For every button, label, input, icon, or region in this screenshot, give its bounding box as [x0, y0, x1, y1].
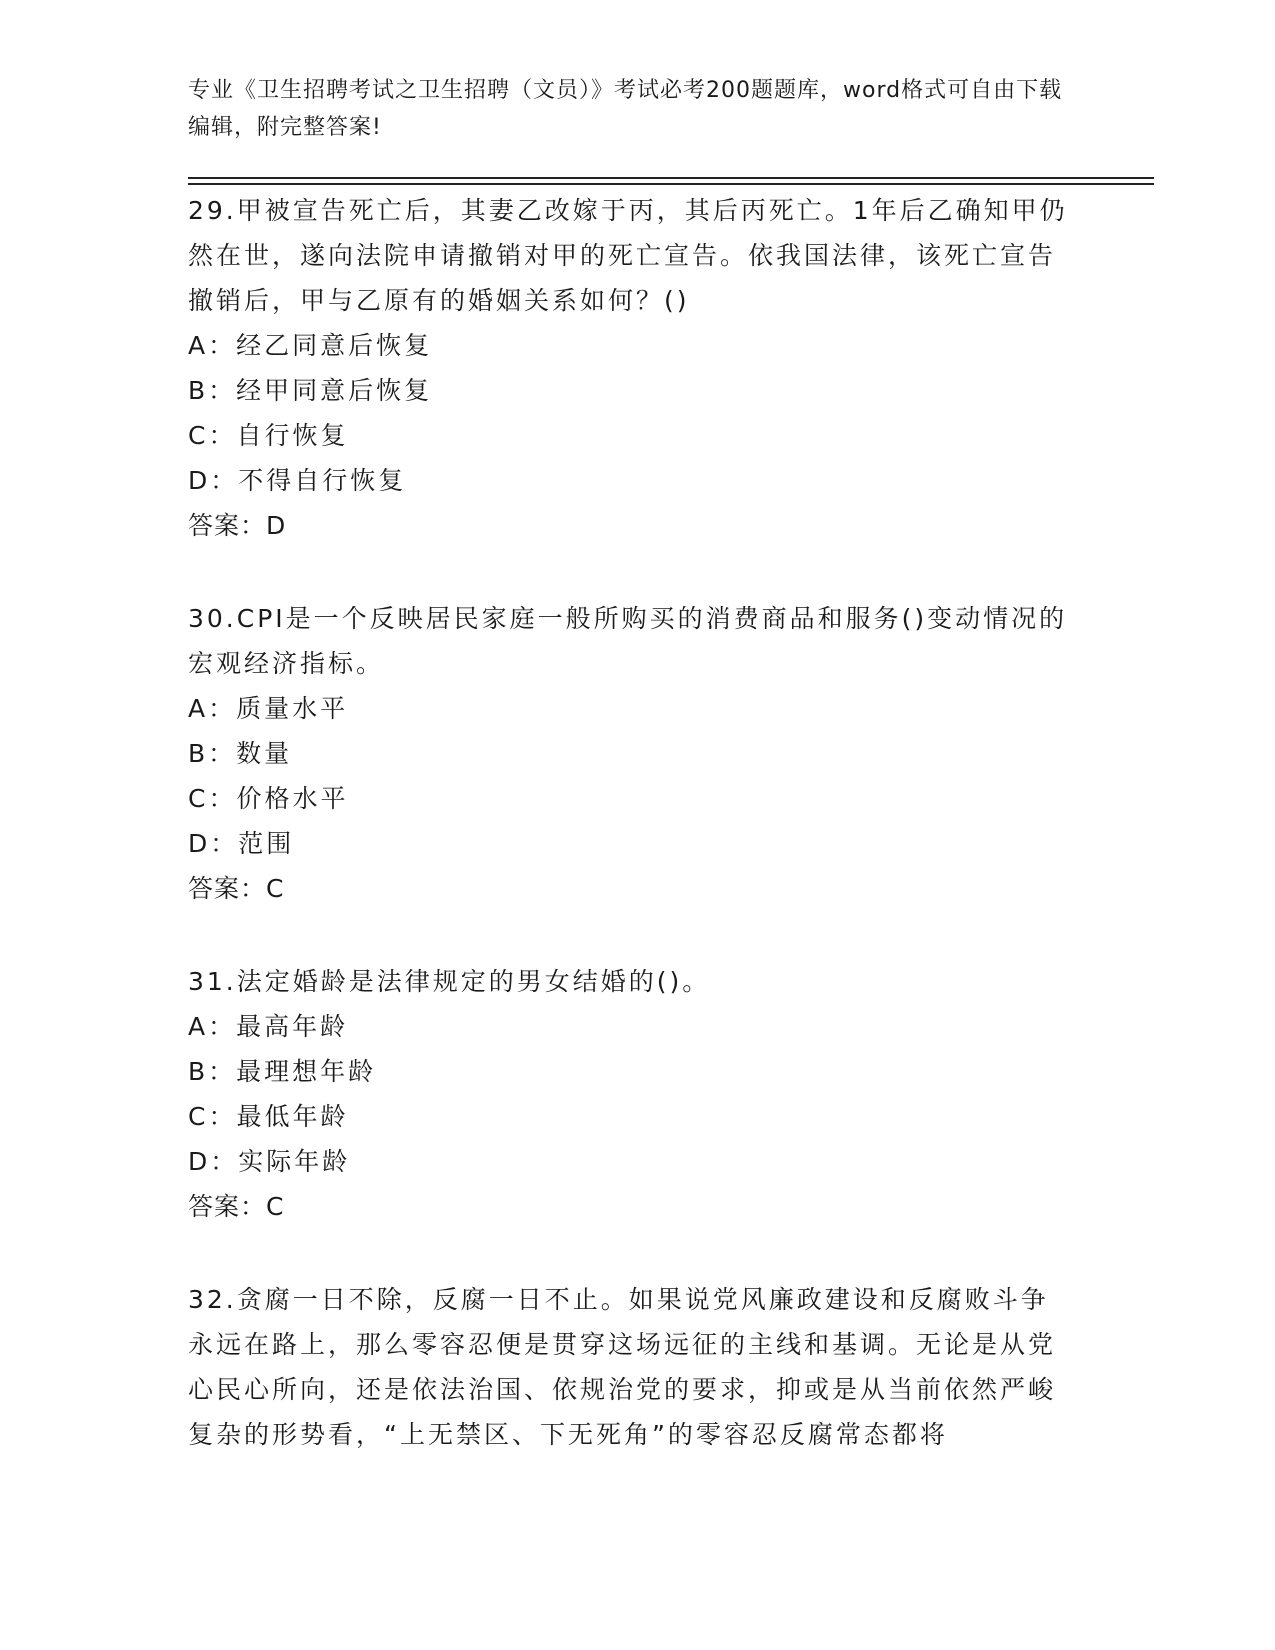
option-d: D：实际年龄: [188, 1147, 351, 1176]
question-stem: 30.CPI是一个反映居民家庭一般所购买的消费商品和服务()变动情况的宏观经济指标。: [188, 604, 1068, 678]
answer: 答案：C: [188, 1192, 285, 1221]
answer: 答案：D: [188, 511, 287, 540]
option-d: D：不得自行恢复: [188, 466, 407, 495]
question-30: [188, 596, 1068, 911]
option-d: D：范围: [188, 829, 295, 858]
question-list: [188, 188, 1068, 1505]
question-31: [188, 959, 1068, 1229]
option-b: B：经甲同意后恢复: [188, 376, 433, 405]
question-stem: 31.法定婚龄是法律规定的男女结婚的()。: [188, 967, 711, 996]
option-b: B：数量: [188, 739, 293, 768]
option-c: C：最低年龄: [188, 1102, 349, 1131]
option-b: B：最理想年龄: [188, 1057, 377, 1086]
header-rule-bottom: [188, 183, 1154, 185]
question-29: [188, 188, 1068, 548]
option-c: C：自行恢复: [188, 421, 349, 450]
header-rule-top: [188, 177, 1154, 179]
document-header: 专业《卫生招聘考试之卫生招聘（文员）》考试必考200题题库，word格式可自由下载编辑，附完整答案!: [188, 78, 1063, 140]
question-stem: 32.贪腐一日不除，反腐一日不止。如果说党风廉政建设和反腐败斗争永远在路上，那么零容忍便是贯穿这场远征的主线和基调。无论是从党心民心所向，还是依法治国、依规治党的要求，抑或是从当前依然严峻复杂的形势看，“上无禁区、下无死角”的零容忍反腐常态都将: [188, 1285, 1057, 1449]
option-a: A：经乙同意后恢复: [188, 331, 433, 360]
option-a: A：质量水平: [188, 694, 349, 723]
option-a: A：最高年龄: [188, 1012, 349, 1041]
option-c: C：价格水平: [188, 784, 349, 813]
question-stem: 29.甲被宣告死亡后，其妻乙改嫁于丙，其后丙死亡。1年后乙确知甲仍然在世，遂向法院申请撤销对甲的死亡宣告。依我国法律，该死亡宣告撤销后，甲与乙原有的婚姻关系如何？(): [188, 196, 1068, 315]
answer: 答案：C: [188, 874, 285, 903]
question-32: [188, 1277, 1068, 1457]
